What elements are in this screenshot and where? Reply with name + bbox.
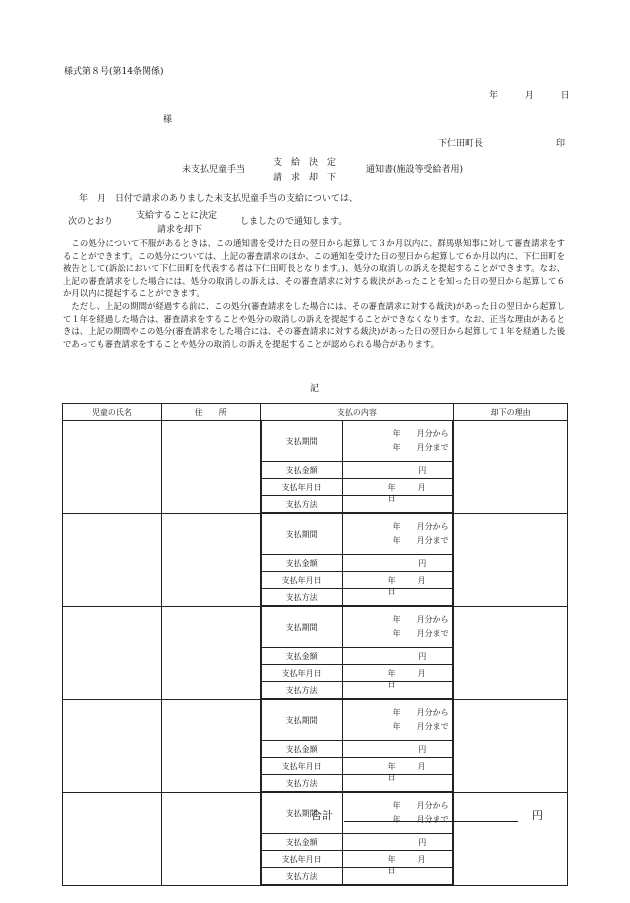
yen-unit: 円 <box>418 652 427 661</box>
method-label: 支払方法 <box>261 496 342 513</box>
ymd-month: 月 <box>417 669 426 678</box>
date-line <box>489 88 570 101</box>
decision-tail: しましたので通知します。 <box>240 217 348 227</box>
title-option-reject: 請 求 却 下 <box>273 173 337 183</box>
total-unit: 円 <box>532 809 543 822</box>
table-row <box>63 514 568 607</box>
payment-detail-cell <box>260 793 454 886</box>
total-label: 合計 <box>311 809 333 822</box>
decision-lead: 次のとおり <box>68 217 114 227</box>
reject-reason-cell[interactable] <box>454 700 568 793</box>
reject-reason-cell[interactable] <box>454 793 568 886</box>
date-label: 支払年月日 <box>261 572 342 589</box>
period-to: 年 月分まで <box>392 815 449 824</box>
period-value[interactable] <box>342 421 453 462</box>
date-month: 月 <box>524 91 534 101</box>
address-cell[interactable] <box>161 421 260 514</box>
period-label: 支払期間 <box>261 607 342 648</box>
amount-value[interactable] <box>342 555 453 572</box>
issuer-name: 下仁田町長 <box>438 139 484 149</box>
period-from: 年 月分から <box>392 708 449 717</box>
ymd-year: 年 <box>387 669 396 678</box>
period-label: 支払期間 <box>261 793 342 834</box>
table-row <box>63 700 568 793</box>
seal-mark: 印 <box>556 139 566 149</box>
period-label: 支払期間 <box>261 421 342 462</box>
title-suffix: 通知書(施設等受給者用) <box>366 165 464 175</box>
ymd-year: 年 <box>387 855 396 864</box>
reject-reason-cell[interactable] <box>454 514 568 607</box>
period-from: 年 月分から <box>392 429 449 438</box>
ymd-month: 月 <box>417 483 426 492</box>
ki-heading: 記 <box>310 384 320 394</box>
date-label: 支払年月日 <box>261 665 342 682</box>
method-value[interactable] <box>342 682 453 699</box>
date-value[interactable] <box>342 665 453 689</box>
decision-option-grant: 支給することに決定 <box>136 211 218 221</box>
period-from: 年 月分から <box>392 522 449 531</box>
date-value[interactable] <box>342 758 453 782</box>
period-value[interactable] <box>342 514 453 555</box>
date-value[interactable] <box>342 851 453 875</box>
ymd-day: 日 <box>387 866 396 875</box>
form-number: 様式第８号(第14条関係) <box>64 67 164 77</box>
amount-label: 支払金額 <box>261 741 342 758</box>
amount-value[interactable] <box>342 462 453 479</box>
header-reject-reason: 却下の理由 <box>454 404 568 421</box>
date-label: 支払年月日 <box>261 479 342 496</box>
payment-detail-cell <box>260 607 454 700</box>
child-name-cell[interactable] <box>63 793 162 886</box>
method-label: 支払方法 <box>261 589 342 606</box>
amount-value[interactable] <box>342 741 453 758</box>
addressee-suffix: 様 <box>163 115 173 125</box>
appeal-notice <box>63 237 565 350</box>
amount-value[interactable] <box>342 648 453 665</box>
ymd-day: 日 <box>387 680 396 689</box>
period-value[interactable] <box>342 793 453 834</box>
appeal-paragraph-1: この処分について不服があるときは、この通知書を受けた日の翌日から起算して３か月以内に、群馬県知事に対して審査請求をすることができます。この処分については、上記の審査請求のほか、この通知を受けた日の翌日から起算して６か月以内に、下仁田町を被告として(訴訟において下仁田町を代表する者は下仁田町長となります。)、処分の取消しの訴えを提起することができます。なお、上記の審査請求をした場合には、処分の取消しの訴えは、その審査請求に対する裁決があったことを知った日の翌日から起算して６か月以内に提起することができます。 <box>63 238 565 299</box>
address-cell[interactable] <box>161 700 260 793</box>
table-row <box>63 607 568 700</box>
date-value[interactable] <box>342 479 453 503</box>
ymd-month: 月 <box>417 855 426 864</box>
ymd-month: 月 <box>417 576 426 585</box>
period-value[interactable] <box>342 700 453 741</box>
period-to: 年 月分まで <box>392 722 449 731</box>
table-row <box>63 421 568 514</box>
amount-label: 支払金額 <box>261 834 342 851</box>
period-from: 年 月分から <box>392 801 449 810</box>
header-child-name: 児童の氏名 <box>63 404 162 421</box>
ymd-year: 年 <box>387 483 396 492</box>
period-value[interactable] <box>342 607 453 648</box>
date-label: 支払年月日 <box>261 758 342 775</box>
header-payment-detail: 支払の内容 <box>260 404 454 421</box>
method-value[interactable] <box>342 775 453 792</box>
title-prefix: 未支払児童手当 <box>182 165 246 175</box>
intro-line: 年 月 日付で請求のありました未支払児童手当の支給については、 <box>79 194 358 204</box>
method-label: 支払方法 <box>261 775 342 792</box>
yen-unit: 円 <box>418 559 427 568</box>
yen-unit: 円 <box>418 838 427 847</box>
method-label: 支払方法 <box>261 868 342 885</box>
amount-label: 支払金額 <box>261 555 342 572</box>
period-from: 年 月分から <box>392 615 449 624</box>
period-to: 年 月分まで <box>392 443 449 452</box>
payment-detail-cell <box>260 514 454 607</box>
title-option-grant: 支 給 決 定 <box>273 158 337 168</box>
child-name-cell[interactable] <box>63 514 162 607</box>
period-label: 支払期間 <box>261 700 342 741</box>
payment-detail-cell <box>260 700 454 793</box>
address-cell[interactable] <box>161 607 260 700</box>
reject-reason-cell[interactable] <box>454 607 568 700</box>
period-to: 年 月分まで <box>392 536 449 545</box>
ymd-day: 日 <box>387 494 396 503</box>
date-label: 支払年月日 <box>261 851 342 868</box>
ymd-year: 年 <box>387 576 396 585</box>
header-address: 住 所 <box>161 404 260 421</box>
amount-value[interactable] <box>342 834 453 851</box>
ymd-day: 日 <box>387 773 396 782</box>
yen-unit: 円 <box>418 466 427 475</box>
ymd-month: 月 <box>417 762 426 771</box>
amount-label: 支払金額 <box>261 648 342 665</box>
payment-detail-cell <box>260 421 454 514</box>
reject-reason-cell[interactable] <box>454 421 568 514</box>
amount-label: 支払金額 <box>261 462 342 479</box>
total-line <box>344 821 518 822</box>
child-name-cell[interactable] <box>63 421 162 514</box>
date-day: 日 <box>560 91 570 101</box>
date-value[interactable] <box>342 572 453 596</box>
period-label: 支払期間 <box>261 514 342 555</box>
yen-unit: 円 <box>418 745 427 754</box>
date-year: 年 <box>489 91 499 101</box>
address-cell[interactable] <box>161 514 260 607</box>
child-name-cell[interactable] <box>63 607 162 700</box>
method-value[interactable] <box>342 589 453 606</box>
appeal-paragraph-2: ただし、上記の期間が経過する前に、この処分(審査請求をした場合には、その審査請求に対する裁決)があった日の翌日から起算して１年を経過した場合は、審査請求をすることや処分の取消しの訴えを提起することができなくなります。なお、正当な理由があるときは、上記の期間やこの処分(審査請求をした場合には、その審査請求に対する裁決)があった日の翌日から起算して１年を経過した後であっても審査請求をすることや処分の取消しの訴えを提起することが認められる場合があります。 <box>63 300 565 349</box>
method-label: 支払方法 <box>261 682 342 699</box>
child-name-cell[interactable] <box>63 700 162 793</box>
method-value[interactable] <box>342 868 453 885</box>
method-value[interactable] <box>342 496 453 513</box>
address-cell[interactable] <box>161 793 260 886</box>
ymd-day: 日 <box>387 587 396 596</box>
ymd-year: 年 <box>387 762 396 771</box>
period-to: 年 月分まで <box>392 629 449 638</box>
decision-option-reject: 請求を却下 <box>157 225 203 235</box>
